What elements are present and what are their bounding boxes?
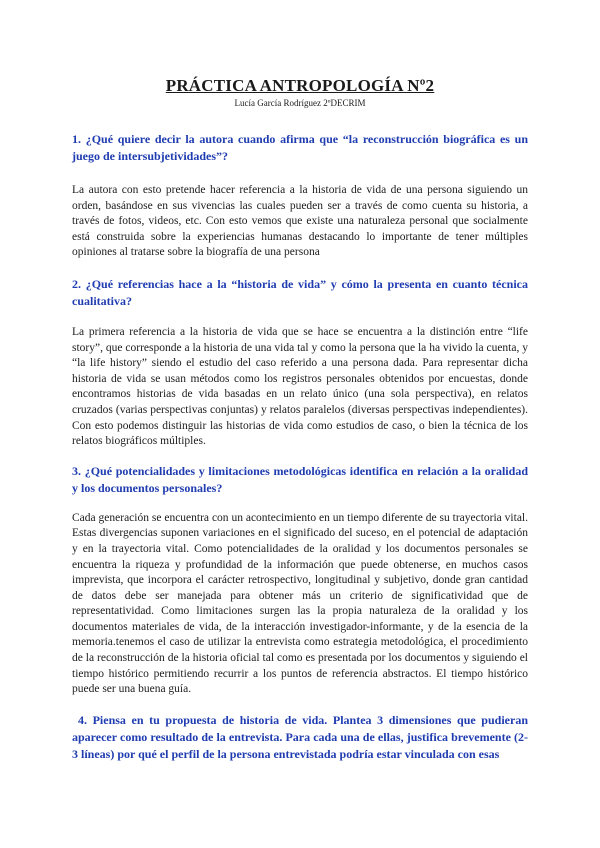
answer-3: Cada generación se encuentra con un acontecimiento en un tiempo diferente de su trayectoria vital. Estas divergencias suponen variaciones en el significado del suceso, en el potencial de adaptación y en la trayectoria vital. Como potencialidades de la oralidad y los documentos personales se encuentra la riqueza y profundidad de la información que puede obtenerse, en muchos casos imprevista, que incorpora el carácter retrospectivo, longitudinal y subjetivo, donde gran cantidad de datos debe ser manejada para obtener más un criterio de significatividad que de representatividad. Como limitaciones surgen las la propia naturaleza de la oralidad y los documentos materiales de vida, de la interacción investigador-informante, y de la esencia de la memoria.tenemos el caso de utilizar la entrevista como estrategia metodológica, el procedimiento de la reconstrucción de la historia oficial tal como es presentada por los documentos y siguiendo el tiempo histórico permitiendo recurrir a los puntos de referencia abstractos. El tiempo histórico puede ser una buena guía. <box>72 511 528 696</box>
author-line: Lucía García Rodríguez 2ºDECRIM <box>234 98 366 108</box>
document-page <box>72 76 528 763</box>
question-1: 1. ¿Qué quiere decir la autora cuando afirma que “la reconstrucción biográfica es un juego de intersubjetividades”? <box>72 132 528 163</box>
answer-1: La autora con esto pretende hacer referencia a la historia de vida de una persona siguiendo un orden, basándose en sus vivencias las cuales pueden ser a través de como cuenta su historia, a través de fotos, videos, etc. Con esto vemos que existe una naturaleza personal que socialmente está construida sobre la experiencias humanas destacando lo importante de tener múltiples opiniones al tratarse sobre la biografía de una persona <box>72 184 528 259</box>
question-4: 4. Piensa en tu propuesta de historia de vida. Plantea 3 dimensiones que pudieran aparecer como resultado de la entrevista. Para cada una de ellas, justifica brevemente (2-3 líneas) por qué el perfil de la persona entrevistada podría estar vinculada con esas <box>72 712 528 761</box>
answer-2: La primera referencia a la historia de vida que se hace se encuentra a la distinción entre “life story”, que corresponde a la historia de una vida tal y como la persona que la ha vivido la cuenta, y “la life history” siendo el estudio del caso referido a una persona dada. Para representar dicha historia de vida se usan métodos como los registros personales obtenidos por encuestas, donde encontramos historias de vida basadas en un relato único (una sola perspectiva), en relatos cruzados (varias perspectivas conjuntas) y relatos paralelos (diversas perspectivas independientes). Con esto podemos distinguir las historias de vida como estudios de caso, o bien la técnica de los relatos biográficos múltiples. <box>72 325 528 448</box>
question-3: 3. ¿Qué potencialidades y limitaciones metodológicas identifica en relación a la oralidad y los documentos personales? <box>72 463 528 495</box>
question-2: 2. ¿Qué referencias hace a la “historia de vida” y cómo la presenta en cuanto técnica cualitativa? <box>72 276 528 308</box>
document-title: PRÁCTICA ANTROPOLOGÍA Nº2 <box>165 76 435 95</box>
